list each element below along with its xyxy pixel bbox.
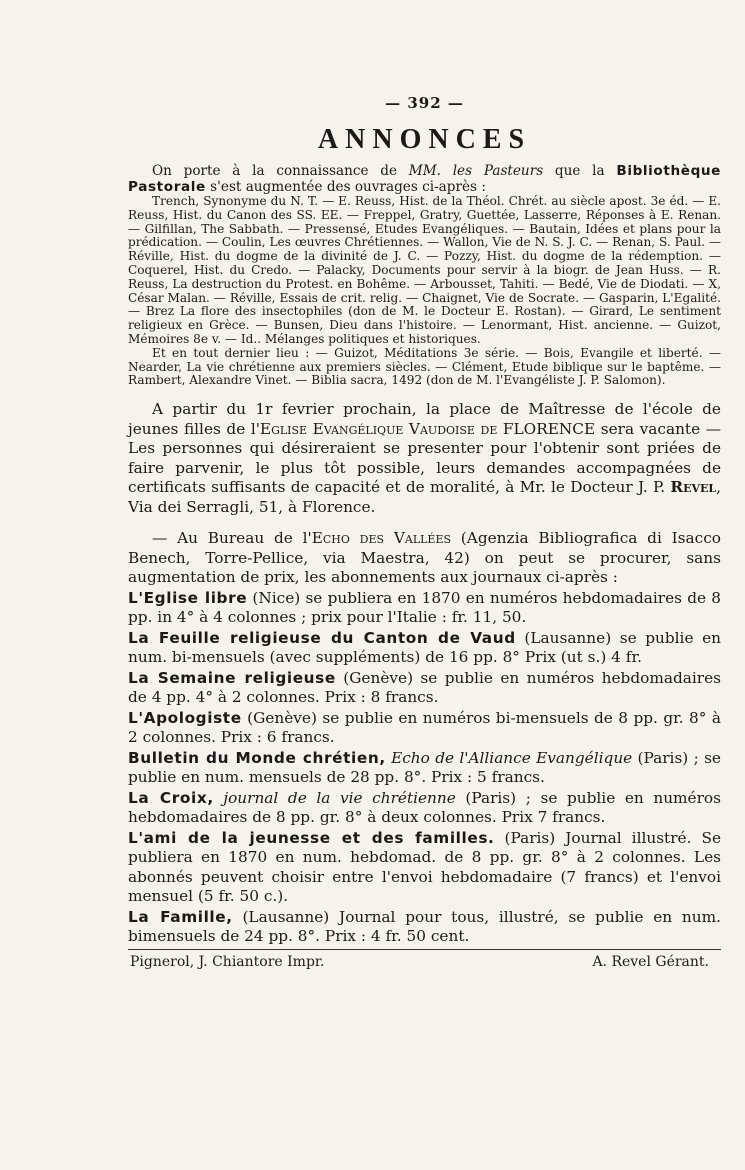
- journal-text: (Lausanne) se publie en num. bi-mensuels (avec suppléments) de 16 pp. 8° Prix (ut s.) 4 fr.: [128, 628, 721, 667]
- page-title: ANNONCES: [317, 124, 532, 155]
- journal-name: La Semaine religieuse: [128, 668, 336, 687]
- journal-name: L'Apologiste: [128, 708, 242, 727]
- bibliotheque-name: Bibliothèque Pastorale: [128, 163, 721, 195]
- journal-text: (Genève) se publie en numéros bi-mensuels de 8 pp. gr. 8° à 2 colonnes. Prix : 6 francs.: [128, 708, 721, 747]
- page-number: — 392 —: [385, 94, 464, 112]
- journals-list: [128, 589, 721, 947]
- intro-text-2: que la: [543, 163, 617, 179]
- journal-subtitle: Echo de l'Alliance Evangélique: [385, 748, 633, 767]
- ecole-revel: Revel: [670, 478, 717, 497]
- spacer: [128, 517, 721, 529]
- ecole-text-e: , Via dei Serragli, 51, à Florence.: [128, 478, 721, 516]
- journal-text: (Paris) ; se publie en numéros hebdomadaires de 8 pp. gr. 8° à deux colonnes. Prix 7 francs.: [128, 788, 721, 827]
- journal-text: (Paris) ; se publie en num. mensuels de 28 pp. 8°. Prix : 5 francs.: [128, 748, 721, 787]
- journal-name: L'Eglise libre: [128, 588, 248, 607]
- annonce-bibliotheque-intro: [128, 164, 721, 195]
- spacer: [128, 388, 721, 400]
- abonn-text-c: (Agenzia Bibliografica di Isacco Benech, Torre-Pellice, via Maestra, 42) on peut se procurer, sans augmentation de prix, les abonnements aux journaux ci-après :: [128, 529, 722, 587]
- footer-divider: [128, 949, 721, 950]
- journal-text: (Nice) se publiera en 1870 en numéros hebdomadaires de 8 pp. in 4° à 4 colonnes ; prix pour l'Italie : fr. 11, 50.: [128, 588, 721, 627]
- annonce-ecole-florence: [128, 400, 721, 517]
- journal-text: (Paris) Journal illustré. Se publiera en 1870 en num. hebdomad. de 8 pp. gr. 8° à 2 colonnes. Les abonnés peuvent choisir entre l'envoi hebdomadaire (7 francs) et l'envoi mensuel (5 fr. 50 c.).: [128, 828, 722, 906]
- ecole-text-a: A partir du 1r fevrier prochain, la place de Maîtresse de l'école de jeunes filles de l': [128, 400, 721, 438]
- ouvrages-last: Et en tout dernier lieu : — Guizot, Méditations 3e série. — Bois, Evangile et liberté. — Nearder, La vie chrétienne aux premiers siècles. — Clément, Etude biblique sur le baptême. — Rambert, Alexandre Vinet. — Biblia sacra, 1492 (don de M. l'Evangéliste J. P. Salomon).: [128, 345, 721, 388]
- abonn-text-a: — Au Bureau de l': [152, 529, 312, 548]
- manager-signature: A. Revel Gérant.: [592, 953, 709, 970]
- journal-name: La Croix,: [128, 788, 214, 807]
- abonn-echo: Echo des Vallées: [311, 529, 452, 548]
- journal-text: (Lausanne) Journal pour tous, illustré, se publie en num. bimensuels de 24 pp. 8°. Prix : 4 fr. 50 cent.: [128, 907, 721, 946]
- journal-item: [128, 669, 721, 708]
- footer: [128, 954, 721, 970]
- journal-item: [128, 789, 721, 828]
- ecole-eglise: Eglise Evangélique Vaudoise de FLORENCE: [259, 419, 596, 438]
- journal-item: [128, 709, 721, 748]
- journal-item: [128, 589, 721, 628]
- intro-text: On porte à la connaissance de: [152, 163, 409, 179]
- journal-item: [128, 829, 721, 907]
- journal-name: La Famille,: [128, 907, 233, 926]
- journal-item: [128, 908, 721, 947]
- journal-name: L'ami de la jeunesse et des familles.: [128, 828, 495, 847]
- intro-pasteurs: MM. les Pasteurs: [408, 163, 544, 179]
- journal-item: [128, 749, 721, 788]
- journal-item: [128, 629, 721, 668]
- printer-imprint: Pignerol, J. Chiantore Impr.: [130, 953, 325, 970]
- ecole-text-c: sera vacante — Les personnes qui désireraient se presenter pour l'obtenir sont priées de faire parvenir, le plus tôt possible, leurs demandes accompagnées de certificats suffisants de capacité et de moralité, à Mr. le Docteur J. P.: [128, 419, 721, 497]
- intro-text-3: s'est augmentée des ouvrages ci-après :: [205, 178, 486, 195]
- journal-name: Bulletin du Monde chrétien,: [128, 748, 386, 767]
- annonce-abonnements: [128, 529, 721, 588]
- journal-subtitle: journal de la vie chrétienne: [213, 788, 456, 807]
- journal-text: (Genève) se publie en numéros hebdomadaires de 4 pp. 4° à 2 colonnes. Prix : 8 francs.: [128, 668, 721, 707]
- journal-name: La Feuille religieuse du Canton de Vaud: [128, 628, 516, 647]
- ouvrages-list: Trench, Synonyme du N. T. — E. Reuss, Hist. de la Théol. Chrét. au siècle apost. 3e éd. — E. Reuss, Hist. du Canon des SS. EE. — Freppel, Gratry, Guettée, Lasserre, Réponses à E. Renan. — Gilfillan, The Sabbath. — Pressensé, Etudes Evangéliques. — Bautain, Idées et plans pour la prédication. — Coulin, Les œuvres Chrétiennes. — Wallon, Vie de N. S. J. C. — Renan, S. Paul. — Réville, Hist. du dogme de la divinité de J. C. — Pozzy, Hist. du dogme de la rédemption. — Coquerel, Hist. du Credo. — Palacky, Documents pour servir à la biogr. de Jean Huss. — R. Reuss, La destruction du Protest. en Bohême. — Arbousset, Tahiti. — Bedé, Vie de Diodati. — X, César Malan. — Réville, Essais de crit. relig. — Chaignet, Vie de Socrate. — Gasparin, L'Egalité. — Brez La flore des insectophiles (don de M. le Docteur E. Rostan). — Girard, Le sentiment religieux en Grèce. — Bunsen, Dieu dans l'histoire. — Lenormant, Hist. ancienne. — Guizot, Mémoires 8e v. — Id.. Mélanges politiques et historiques.: [128, 194, 721, 346]
